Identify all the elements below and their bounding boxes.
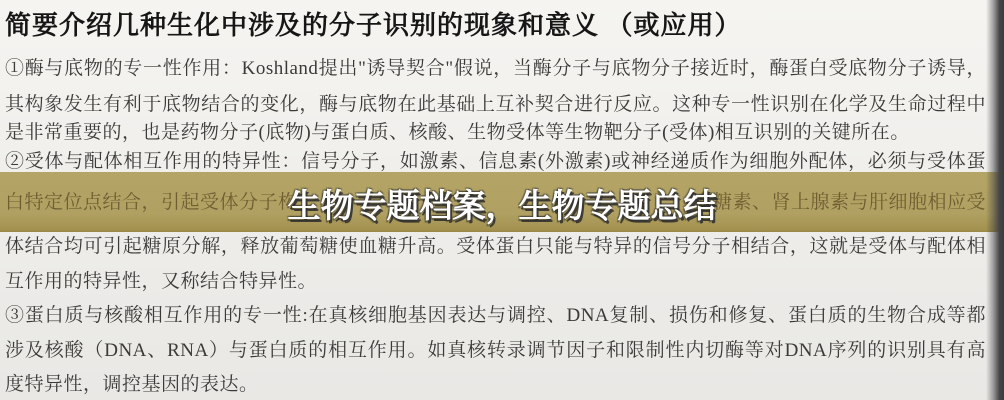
- body-line-4: ②受体与配体相互作用的特异性：信号分子，如激素、信息素(外激素)或神经递质作为细胞外配体，必须与受体蛋: [5, 151, 986, 172]
- body-line-9: 涉及核酸（DNA、RNA）与蛋白质的相互作用。如真核转录调节因子和限制性内切酶等对DNA序列的识别具有高: [5, 340, 986, 361]
- body-line-7: 互作用的特异性，又称结合特异性。: [5, 271, 318, 292]
- body-line-5-left-fragment: 白特定位点结合，引起受体分子构: [5, 192, 298, 213]
- page-title: 简要介绍几种生化中涉及的分子识别的现象和意义 （或应用）: [5, 11, 742, 40]
- body-line-6: 体结合均可引起糖原分解，释放葡萄糖使血糖升高。受体蛋白只能与特异的信号分子相结合，这就是受体与配体相: [5, 236, 986, 257]
- watermark-band: [0, 172, 1004, 232]
- photo-edge-shadow: [986, 0, 1004, 400]
- body-line-5-right-fragment: 血糖素、肾上腺素与肝细胞相应受: [693, 192, 986, 213]
- watermark-text: 生物专题档案，生物专题总结: [287, 186, 717, 225]
- body-line-1: ①酶与底物的专一性作用：Koshland提出"诱导契合"假说，当酶分子与底物分子接近时，酶蛋白受底物分子诱导，: [5, 58, 986, 79]
- body-line-2: 其构象发生有利于底物结合的变化，酶与底物在此基础上互补契合进行反应。这种专一性识别在化学及生命过程中: [5, 94, 986, 115]
- body-line-8: ③蛋白质与核酸相互作用的专一性:在真核细胞基因表达与调控、DNA复制、损伤和修复、蛋白质的生物合成等都: [5, 305, 986, 326]
- body-line-10: 度特异性，调控基因的表达。: [5, 374, 259, 395]
- body-line-3: 是非常重要的，也是药物分子(底物)与蛋白质、核酸、生物受体等生物靶分子(受体)相互识别的关键所在。: [5, 122, 910, 143]
